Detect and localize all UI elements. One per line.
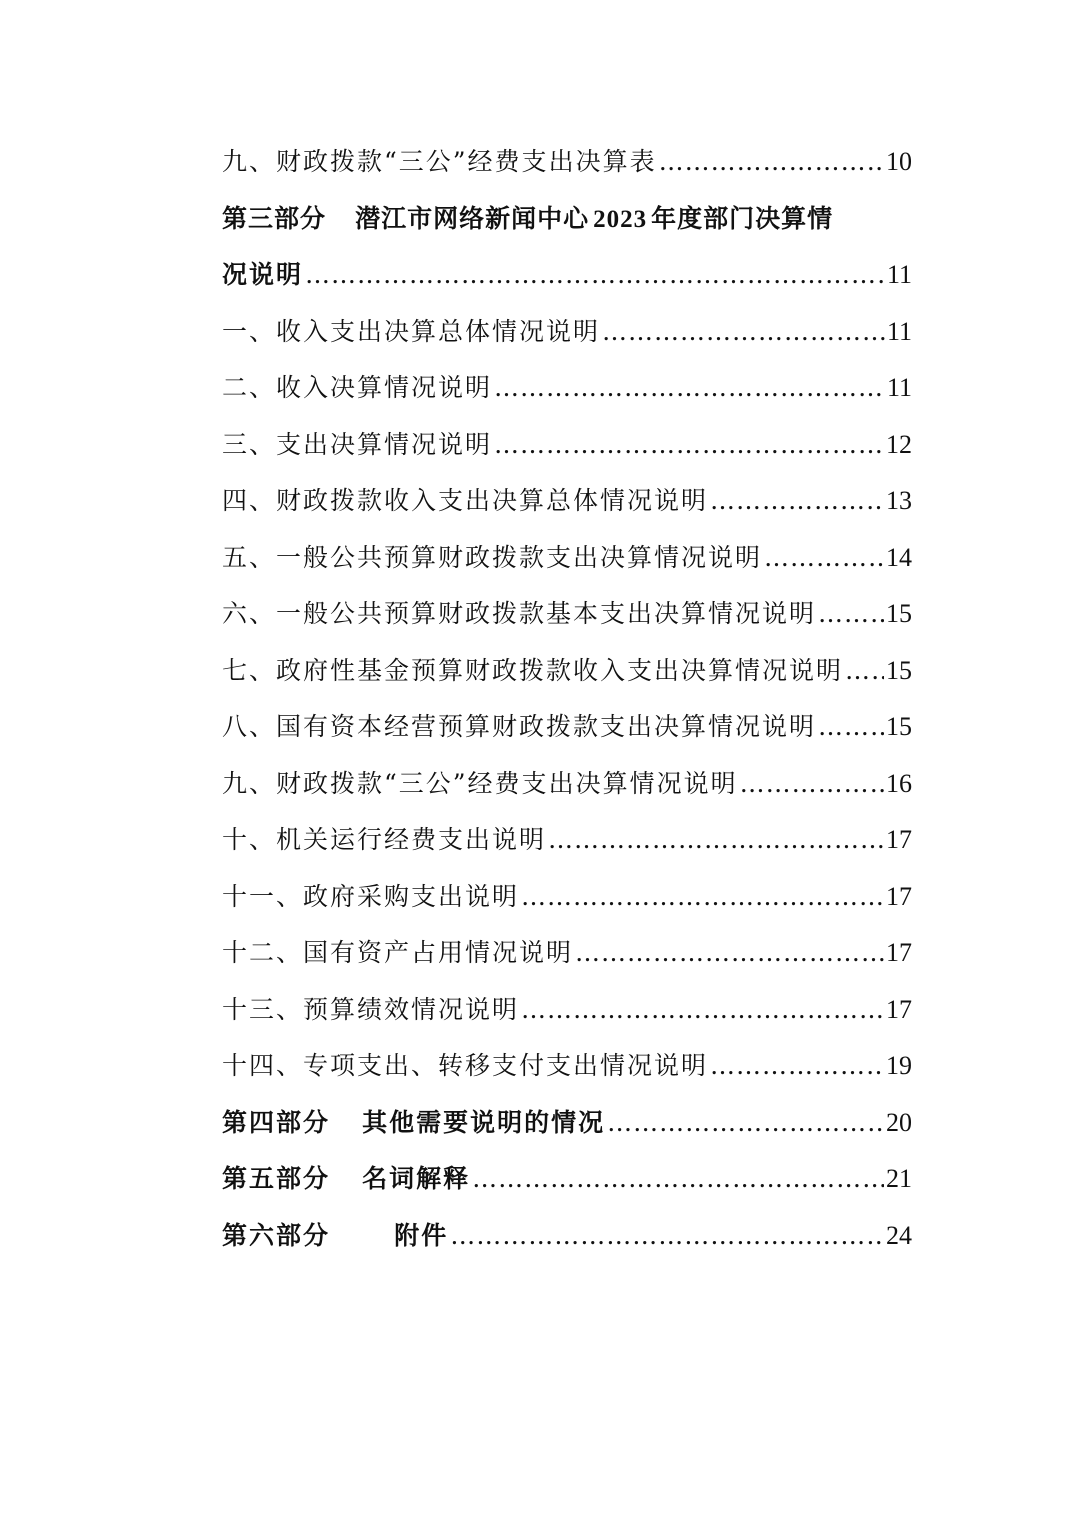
toc-entry-title: 八、国有资本经营预算财政拨款支出决算情况说明 [222,712,817,741]
toc-entry-part-3-1[interactable] [222,304,912,361]
toc-entry-page: 21 [886,1164,912,1193]
toc-entry-title: 第五部分 名词解释 [222,1164,471,1193]
toc-part-5-heading[interactable] [222,1151,912,1208]
toc-entry-part-3-8[interactable] [222,699,912,756]
toc-entry-title: 十一、政府采购支出说明 [222,881,520,911]
toc-entry-page: 11 [886,260,912,289]
toc-dot-leader [494,417,884,474]
toc-entry-title: 三、支出决算情况说明 [222,429,493,459]
toc-entry-title: 第四部分 其他需要说明的情况 [222,1107,606,1137]
toc-dot-leader [494,360,885,417]
toc-entry-part-3-13[interactable] [222,982,912,1039]
toc-entry-title: 十三、预算绩效情况说明 [222,994,520,1024]
toc-dot-leader [818,586,884,643]
toc-entry-page: 14 [886,542,912,572]
toc-entry-title: 第六部分 附件 [222,1220,449,1250]
toc-dot-leader [305,247,885,304]
toc-entry-part-3-9[interactable] [222,756,912,813]
toc-dot-leader [602,304,885,361]
toc-dot-leader [710,473,884,530]
toc-dot-leader [845,643,884,700]
toc-entry-page: 20 [886,1107,912,1137]
toc-dot-leader [607,1095,884,1152]
toc-entry-page: 15 [886,599,912,628]
toc-dot-leader [764,530,884,587]
toc-entry-page: 15 [886,655,912,685]
toc-dot-leader [818,699,884,756]
toc-dot-leader [548,812,884,869]
toc-entry-part-3-12[interactable] [222,925,912,982]
toc-dot-leader [472,1151,884,1208]
toc-dot-leader [740,756,884,813]
toc-part-4-heading[interactable] [222,1095,912,1152]
toc-entry-part-3-7[interactable] [222,643,912,700]
toc-entry-title: 一、收入支出决算总体情况说明 [222,316,601,346]
toc-entry-title: 四、财政拨款收入支出决算总体情况说明 [222,486,709,515]
toc-part-3-heading-continued[interactable] [222,247,912,304]
toc-part-3-title-b: 年度部门决算情 [651,203,834,233]
toc-entry-page: 17 [886,994,912,1024]
toc-part-3-title-a: 第三部分 潜江市网络新闻中心 [222,203,590,233]
toc-dot-leader [659,134,884,191]
toc-dot-leader [521,869,884,926]
toc-entry-page: 11 [886,316,912,346]
toc-part-3-heading[interactable] [222,191,912,248]
toc-entry-part-3-10[interactable] [222,812,912,869]
toc-dot-leader [710,1038,884,1095]
toc-entry-page: 12 [886,429,912,459]
toc-entry-section-3-9[interactable] [222,134,912,191]
toc-entry-title: 九、财政拨款“三公”经费支出决算情况说明 [222,768,738,798]
toc-entry-page: 17 [886,938,912,967]
toc-dot-leader [575,925,884,982]
toc-entry-title: 七、政府性基金预算财政拨款收入支出决算情况说明 [222,655,844,685]
toc-dot-leader [450,1208,884,1265]
toc-entry-part-3-14[interactable] [222,1038,912,1095]
toc-entry-page: 13 [886,486,912,515]
toc-entry-part-3-4[interactable] [222,473,912,530]
toc-entry-page: 11 [886,373,912,402]
toc-entry-title: 六、一般公共预算财政拨款基本支出决算情况说明 [222,599,817,628]
toc-entry-title: 况说明 [222,260,304,289]
toc-entry-page: 10 [886,147,912,176]
toc-entry-part-3-5[interactable] [222,530,912,587]
toc-entry-title: 十四、专项支出、转移支付支出情况说明 [222,1051,709,1080]
toc-entry-title: 十、机关运行经费支出说明 [222,825,547,854]
table-of-contents [222,134,912,1264]
toc-entry-title: 十二、国有资产占用情况说明 [222,938,574,967]
toc-entry-title: 二、收入决算情况说明 [222,373,493,402]
toc-dot-leader [521,982,884,1039]
toc-entry-part-3-3[interactable] [222,417,912,474]
toc-entry-part-3-11[interactable] [222,869,912,926]
toc-entry-title: 九、财政拨款“三公”经费支出决算表 [222,147,657,176]
toc-entry-page: 16 [886,768,912,798]
toc-entry-page: 24 [886,1220,912,1250]
toc-entry-title: 五、一般公共预算财政拨款支出决算情况说明 [222,542,763,572]
toc-entry-part-3-2[interactable] [222,360,912,417]
toc-entry-page: 17 [886,881,912,911]
toc-entry-page: 17 [886,825,912,854]
toc-entry-page: 19 [886,1051,912,1080]
toc-entry-page: 15 [886,712,912,741]
toc-part-3-year: 2023 [593,205,648,233]
toc-part-6-heading[interactable] [222,1208,912,1265]
toc-entry-part-3-6[interactable] [222,586,912,643]
